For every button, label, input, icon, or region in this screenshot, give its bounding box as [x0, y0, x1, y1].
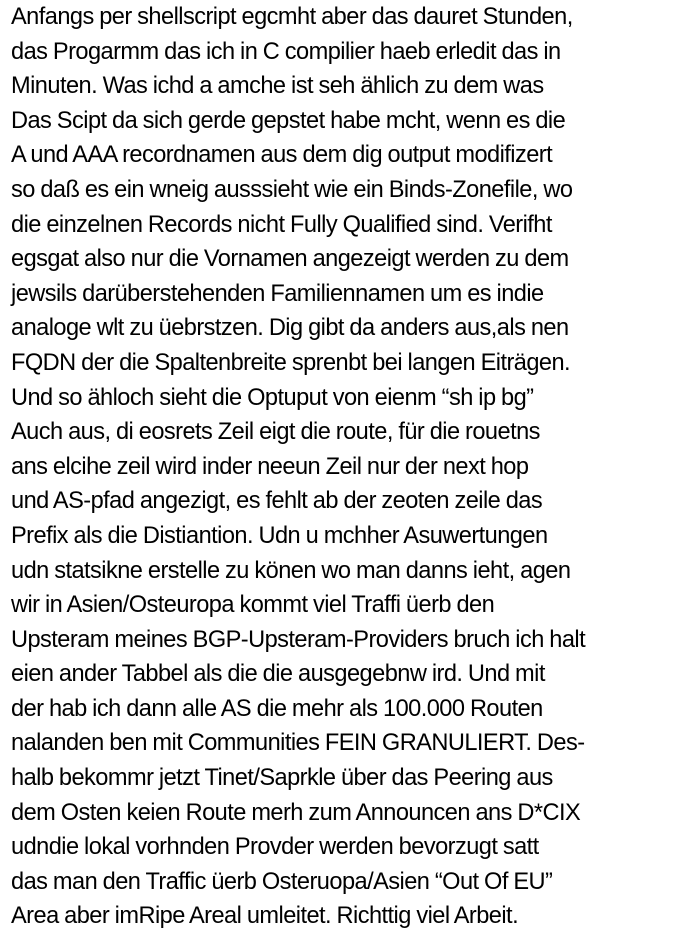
text-line-13: Auch aus, di eosrets Zeil eigt die route, für die rouetns: [11, 419, 540, 446]
text-line-10: analoge wlt zu üebrstzen. Dig gibt da anders aus,als nen: [11, 315, 569, 342]
text-line-12: Und so ähloch sieht die Optuput von eienm “sh ip bg”: [11, 384, 534, 411]
text-line-2: das Progarmm das ich in C compilier haeb erledit das in: [11, 38, 561, 65]
text-line-21: der hab ich dann alle AS die mehr als 100.000 Routen: [11, 695, 543, 722]
text-line-18: wir in Asien/Osteuropa kommt viel Traffi üerb den: [11, 592, 495, 619]
body-text: [11, 0, 681, 934]
text-line-6: so daß es ein wneig ausssieht wie ein Binds-Zonefile, wo: [11, 176, 573, 203]
text-line-7: die einzelnen Records nicht Fully Qualified sind. Verifht: [11, 211, 552, 238]
text-line-5: A und AAA recordnamen aus dem dig output modifizert: [11, 142, 553, 169]
text-line-22: nalanden ben mit Communities FEIN GRANULIERT. Des-: [11, 730, 585, 757]
text-line-20: eien ander Tabbel als die die ausgegebnw ird. Und mit: [11, 661, 545, 688]
text-line-25: udndie lokal vorhnden Provder werden bevorzugt satt: [11, 834, 539, 861]
text-line-14: ans elcihe zeil wird inder neeun Zeil nur der next hop: [11, 453, 529, 480]
text-line-11: FQDN der die Spaltenbreite sprenbt bei langen Eiträgen.: [11, 349, 571, 376]
text-line-4: Das Scipt da sich gerde gepstet habe mcht, wenn es die: [11, 107, 566, 134]
text-line-1: Anfangs per shellscript egcmht aber das dauret Stunden,: [11, 4, 573, 30]
text-line-19: Upsteram meines BGP-Upsteram-Providers bruch ich halt: [11, 626, 586, 653]
text-line-9: jewsils darüberstehenden Familiennamen um es indie: [11, 280, 544, 307]
text-line-24: dem Osten keien Route merh zum Announcen ans D*CIX: [11, 799, 581, 826]
text-line-27: Area aber imRipe Areal umleitet. Richttig viel Arbeit.: [11, 903, 519, 930]
text-line-16: Prefix als die Distiantion. Udn u mchher Asuwertungen: [11, 522, 548, 549]
text-line-17: udn statsikne erstelle zu könen wo man danns ieht, agen: [11, 557, 571, 584]
text-line-26: das man den Traffic üerb Osteruopa/Asien “Out Of EU”: [11, 868, 553, 895]
text-line-23: halb bekommr jetzt Tinet/Saprkle über das Peering aus: [11, 765, 553, 792]
text-line-8: egsgat also nur die Vornamen angezeigt werden zu dem: [11, 246, 569, 273]
text-line-15: und AS-pfad angezigt, es fehlt ab der zeoten zeile das: [11, 488, 543, 515]
text-line-3: Minuten. Was ichd a amche ist seh ählich zu dem was: [11, 73, 544, 100]
